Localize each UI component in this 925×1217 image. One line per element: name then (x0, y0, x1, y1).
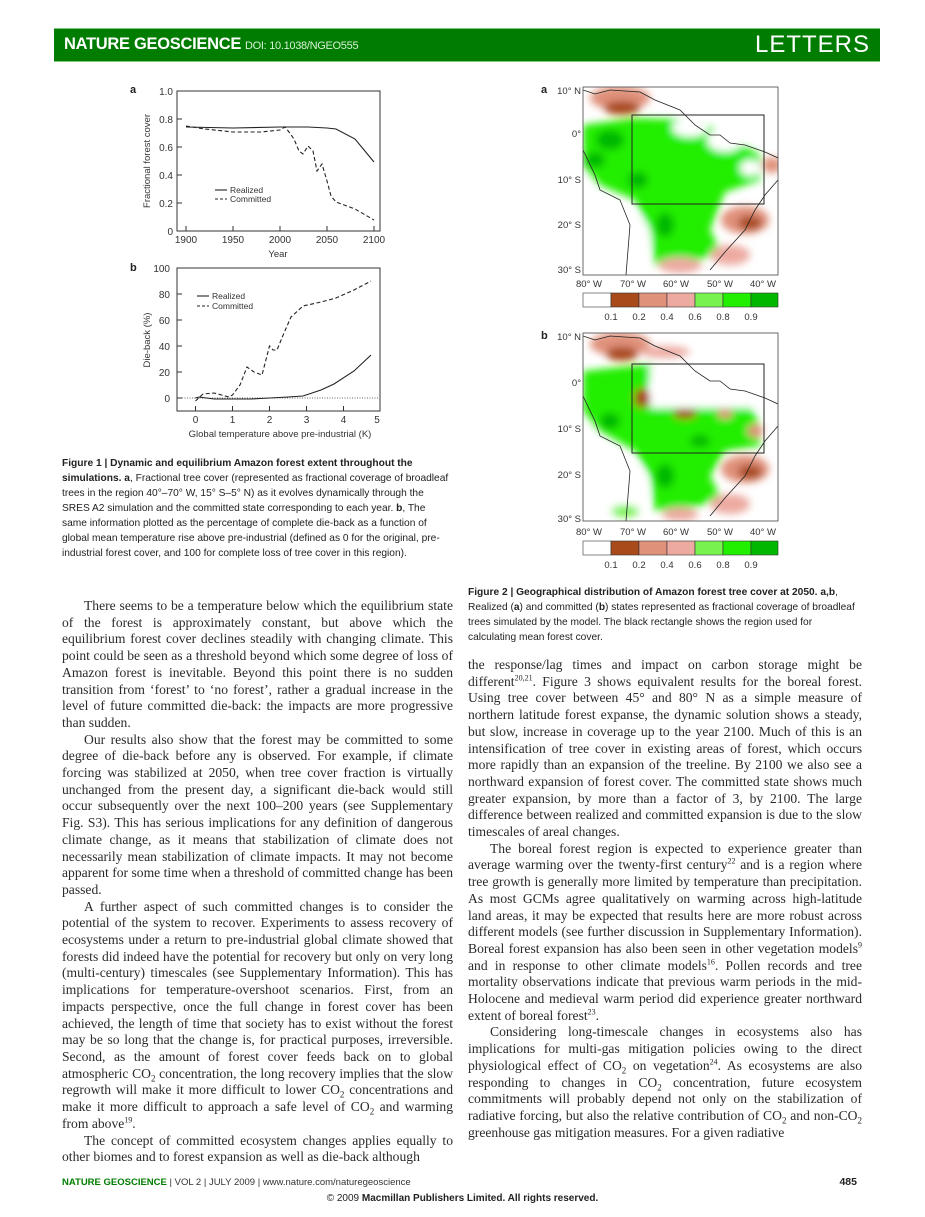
svg-text:0.6: 0.6 (159, 143, 173, 154)
svg-text:60: 60 (158, 316, 170, 327)
svg-text:0.2: 0.2 (632, 560, 646, 571)
caption-ab-label: a,b (820, 587, 836, 598)
svg-text:60° W: 60° W (663, 527, 689, 538)
body-right-column (468, 657, 862, 1141)
svg-text:0.1: 0.1 (604, 560, 618, 571)
svg-text:80: 80 (158, 290, 170, 301)
footer-issue: | VOL 2 | JULY 2009 | www.nature.com/naturegeoscience (166, 1177, 411, 1188)
svg-text:40: 40 (158, 342, 170, 353)
svg-text:5: 5 (374, 415, 380, 426)
page-number: 485 (839, 1176, 857, 1188)
svg-text:70° W: 70° W (620, 279, 646, 290)
svg-text:1950: 1950 (221, 235, 245, 246)
paragraph: Considering long-timescale changes in ecosystems also has implications for multi-gas mitigation policies owing to the direct physiological effect of $CO_2$ on vegetation$^{24}$. As ecosystems are also responding to changes in $CO_2$ concentration, future ecosystem commitments will probably depend not only on the stabilization of radiative forcing, but also the relative contribution of $CO_2$ and non-$CO_2$ greenhouse gas mitigation measures. For a given radiative (468, 1024, 862, 1140)
fig1-panel-b-label: b (130, 262, 137, 274)
svg-text:70° W: 70° W (620, 527, 646, 538)
svg-text:10° S: 10° S (557, 175, 581, 186)
caption-a-ref: a (513, 602, 520, 613)
svg-text:40° W: 40° W (750, 527, 776, 538)
figure2-caption (468, 585, 863, 645)
fig2a-map (550, 80, 790, 330)
svg-text:0.4: 0.4 (660, 312, 674, 323)
svg-text:80° W: 80° W (576, 279, 602, 290)
svg-text:2100: 2100 (362, 235, 386, 246)
svg-text:1900: 1900 (174, 235, 198, 246)
svg-text:0°: 0° (571, 378, 581, 389)
svg-text:50° W: 50° W (707, 527, 733, 538)
fig2b-map (550, 326, 790, 576)
caption-a-label: a (124, 473, 130, 484)
svg-text:Realized: Realized (230, 185, 264, 195)
svg-text:0°: 0° (571, 129, 581, 140)
svg-text:2050: 2050 (315, 235, 339, 246)
svg-text:2: 2 (266, 415, 273, 426)
svg-text:30° S: 30° S (557, 514, 581, 525)
svg-text:0.8: 0.8 (716, 312, 730, 323)
figure2-caption-title: Figure 2 | Geographical distribution of Amazon forest tree cover at 2050. (468, 587, 818, 598)
svg-text:2000: 2000 (268, 235, 292, 246)
svg-text:0: 0 (167, 227, 173, 238)
copyright-holder: Macmillan Publishers Limited. All rights reserved. (361, 1193, 599, 1204)
caption-a-text: , Fractional tree cover (represented as fractional coverage of broadleaf trees in the region 40°–70° W, 15° S–5° N) as it evolves dynamically through the SRES A2 simulation and the committed state corresponding to each year. (62, 473, 449, 514)
svg-text:Committed: Committed (212, 301, 254, 311)
journal-title (64, 35, 358, 54)
fig2-panel-b-label: b (541, 330, 548, 342)
fig1-panel-a-label: a (130, 84, 137, 96)
figure1-caption (62, 456, 452, 561)
svg-text:0.8: 0.8 (716, 560, 730, 571)
svg-text:0.8: 0.8 (159, 115, 173, 126)
journal-header-bar (54, 28, 880, 62)
footer-journal: NATURE GEOSCIENCE (62, 1177, 167, 1188)
svg-text:0.6: 0.6 (688, 560, 702, 571)
svg-text:3: 3 (303, 415, 310, 426)
body-left-column (62, 598, 453, 1166)
svg-text:60° W: 60° W (663, 279, 689, 290)
svg-text:40° W: 40° W (750, 279, 776, 290)
svg-text:20: 20 (158, 368, 170, 379)
svg-text:10° S: 10° S (557, 424, 581, 435)
paragraph: the response/lag times and impact on carbon storage might be different$^{20,21}$. Figure 3 shows equivalent results for the boreal forest. Using tree cover between 45° and 80° N as a simple measure of northern latitude forest expanse, the dynamic solution shows a steady, but slow, increase in coverage up to the year 2100. Much of this is an intensification of tree cover in existing areas of forest, which occurs more rapidly than an expansion of the treeline. By 2100 we also see a northward expansion of forest cover. The committed state shows much greater expansion, by more than a factor of 3, by 2100. The large difference between realized and committed expansion is due to the slow timescales of areal changes. (468, 657, 862, 840)
paragraph: The boreal forest region is expected to experience greater than average warming over the twenty-first century$^{22}$ and is a region where tree growth is generally more limited by temperature than precipitation. As most GCMs agree qualitatively on warming across high-latitude land areas, it may be expected that results here are more robust across different models (see further discussion in Supplementary Information). Boreal forest expansion has also been seen in other vegetation models$^9$ and in response to other climate models$^{16}$. Pollen records and tree mortality observations indicate that previous warm periods in the mid-Holocene and medieval warm period did experience greater northward extent of boreal forest$^{23}$. (468, 840, 863, 1023)
section-label: LETTERS (754, 31, 870, 58)
fig1a-line-chart (130, 80, 390, 260)
svg-text:0.2: 0.2 (159, 199, 173, 210)
copyright-prefix: © 2009 (326, 1193, 362, 1204)
svg-text:4: 4 (340, 415, 347, 426)
caption-text: ) states represented as fractional coverage of broadleaf trees simulated by the model. The black rectangle shows the region used for calculating mean forest cover. (468, 602, 855, 643)
svg-text:0.4: 0.4 (159, 171, 173, 182)
copyright-notice (0, 1193, 925, 1204)
fig2-panel-a-label: a (541, 84, 548, 96)
svg-text:50° W: 50° W (707, 279, 733, 290)
caption-text: , Realized ( (468, 587, 838, 613)
paragraph: The concept of committed ecosystem changes applies equally to other biomes and to forest expansion as well as die-back although (62, 1132, 453, 1165)
svg-text:Fractional forest cover: Fractional forest cover (142, 114, 153, 208)
svg-text:Global temperature above pre-i: Global temperature above pre-industrial (K) (188, 429, 372, 440)
svg-text:1.0: 1.0 (159, 87, 173, 98)
svg-text:Committed: Committed (230, 194, 272, 204)
svg-text:30° S: 30° S (557, 265, 581, 276)
caption-text: ) and committed ( (519, 602, 599, 613)
paragraph: There seems to be a temperature below which the equilibrium state of the forest is approximately constant, but above which the equilibrium forest cover declines steadily with changing climate. This point could be seen as a threshold beyond which some degree of loss of Amazon forest is inevitable. Beyond this point there is no sudden transition from ‘forest’ to ‘no forest’, rather a gradual increase in the level of future committed die-back: the impacts are more progressive than sudden. (62, 598, 453, 730)
caption-b-ref: b (598, 602, 606, 613)
caption-b-label: b (396, 503, 403, 514)
footer-citation (62, 1177, 411, 1188)
svg-text:0: 0 (192, 415, 199, 426)
journal-name: NATURE GEOSCIENCE (64, 35, 242, 53)
svg-text:20° S: 20° S (557, 470, 581, 481)
svg-text:1: 1 (229, 415, 236, 426)
caption-b-text: , The same information plotted as the percentage of complete die-back as a function of global mean temperature rise above pre-industrial (defined as 0 for the original, pre-industrial forest cover, and 100 for complete loss of tree cover in this region). (62, 503, 440, 559)
svg-text:0.9: 0.9 (744, 560, 758, 571)
paragraph: Our results also show that the forest may be committed to some degree of die-back before any is observed. For example, if climate forcing was stabilized at 2050, when tree cover fraction is virtually unchanged from the present day, a significant die-back would still occur subsequently over the next 100–200 years (see Supplementary Fig. S3). This has serious implications for any definition of dangerous climate change, as it means that stabilization of climate does not necessarily mean stabilization of climate impacts. It may not become apparent for some time when a threshold of committed change has been passed. (62, 731, 453, 897)
svg-text:Die-back (%): Die-back (%) (142, 312, 153, 368)
figure1-caption-title: Figure 1 | Dynamic and equilibrium Amazon forest extent throughout the simulations. (62, 458, 413, 484)
fig1b-line-chart (130, 258, 390, 443)
paragraph: A further aspect of such committed changes is to consider the potential of the system to recover. Experiments to assess recovery of ecosystems under a return to pre-industrial global climate showed that forests did indeed have the potential for recovery but only on very long (multi-century) timescales (see Supplementary Information). This has implications for temperature-overshoot scenarios. First, from an impacts perspective, once the full change in forest cover has been achieved, the length of time that society has to exist without the forest may be so long that the change is, for practical purposes, irreversible. Second, as the amount of forest cover feeds back on to global atmospheric $CO_2$ concentration, the long recovery implies that the slow regrowth will make it more difficult to lower $CO_2$ concentrations and make it more difficult to approach a safe level of $CO_2$ and warming from above$^{19}$. (62, 898, 454, 1131)
svg-text:100: 100 (153, 264, 170, 275)
doi-text: DOI: 10.1038/NGEO555 (245, 40, 359, 52)
svg-text:0.2: 0.2 (632, 312, 646, 323)
svg-text:10° N: 10° N (557, 86, 581, 97)
svg-text:0.4: 0.4 (660, 560, 674, 571)
svg-text:0.6: 0.6 (688, 312, 702, 323)
svg-text:Realized: Realized (212, 291, 246, 301)
svg-text:0.1: 0.1 (604, 312, 618, 323)
svg-text:20° S: 20° S (557, 220, 581, 231)
svg-text:0.9: 0.9 (744, 312, 758, 323)
svg-text:10° N: 10° N (557, 332, 581, 343)
svg-text:80° W: 80° W (576, 527, 602, 538)
svg-text:0: 0 (164, 394, 170, 405)
svg-text:Year: Year (268, 249, 288, 260)
